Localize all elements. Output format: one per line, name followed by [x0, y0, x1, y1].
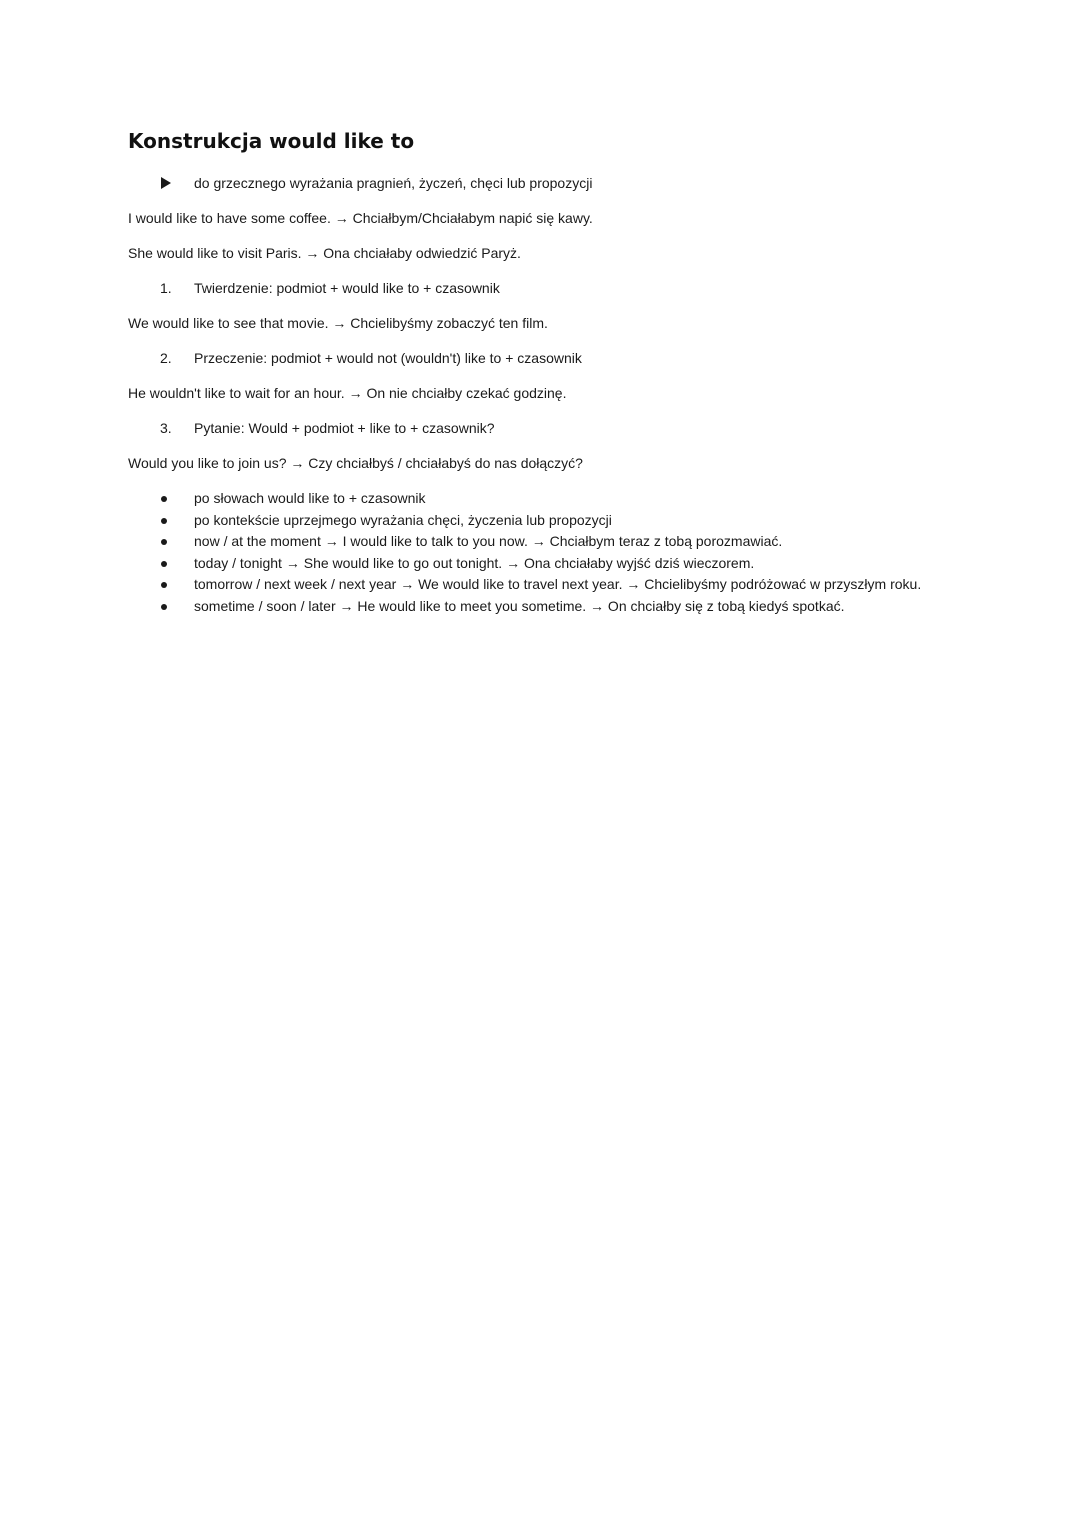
bullet-dot-icon: [161, 582, 167, 588]
bullet-dot-icon: [161, 539, 167, 545]
page-title: Konstrukcja would like to: [128, 129, 415, 153]
example-sentence: We would like to see that movie. → Chcielibyśmy zobaczyć ten film.: [128, 315, 548, 331]
list-item-text: now / at the moment → I would like to talk to you now. → Chciałbym teraz z tobą porozmawiać.: [194, 533, 783, 550]
list-item: [0, 574, 1080, 596]
usage-bullet-list: [0, 488, 1080, 618]
example-sentence: She would like to visit Paris. → Ona chciałaby odwiedzić Paryż.: [128, 245, 521, 261]
section-number: 2.: [160, 350, 172, 366]
example-sentence: He wouldn't like to wait for an hour. → On nie chciałby czekać godzinę.: [128, 385, 567, 401]
list-item-text: today / tonight → She would like to go out tonight. → Ona chciałaby wyjść dziś wieczorem.: [194, 554, 755, 571]
section-heading-text: Pytanie: Would + podmiot + like to + czasownik?: [194, 420, 495, 436]
list-item-text: sometime / soon / later → He would like to meet you sometime. → On chciałby się z tobą kiedyś spotkać.: [194, 597, 845, 614]
section-number: 1.: [160, 280, 172, 296]
arrow-bullet-icon: [161, 177, 171, 189]
bullet-dot-icon: [161, 561, 167, 567]
bullet-dot-icon: [161, 604, 167, 610]
section-number: 3.: [160, 420, 172, 436]
section-heading-text: Przeczenie: podmiot + would not (wouldn't) like to + czasownik: [194, 350, 582, 366]
section-heading-text: Twierdzenie: podmiot + would like to + czasownik: [194, 280, 500, 296]
list-item: [0, 553, 1080, 575]
bullet-dot-icon: [161, 518, 167, 524]
list-item-text: po kontekście uprzejmego wyrażania chęci, życzenia lub propozycji: [194, 511, 612, 528]
list-item: [0, 596, 1080, 618]
bullet-dot-icon: [161, 496, 167, 502]
list-item: [0, 488, 1080, 510]
example-sentence: I would like to have some coffee. → Chciałbym/Chciałabym napić się kawy.: [128, 210, 593, 226]
intro-point-text: do grzecznego wyrażania pragnień, życzeń, chęci lub propozycji: [194, 175, 593, 191]
list-item-text: po słowach would like to + czasownik: [194, 490, 426, 506]
list-item-text: tomorrow / next week / next year → We would like to travel next year. → Chcielibyśmy podróżować w przyszłym roku.: [194, 576, 922, 593]
list-item: [0, 510, 1080, 532]
list-item: [0, 531, 1080, 553]
example-sentence: Would you like to join us? → Czy chciałbyś / chciałabyś do nas dołączyć?: [128, 455, 583, 471]
